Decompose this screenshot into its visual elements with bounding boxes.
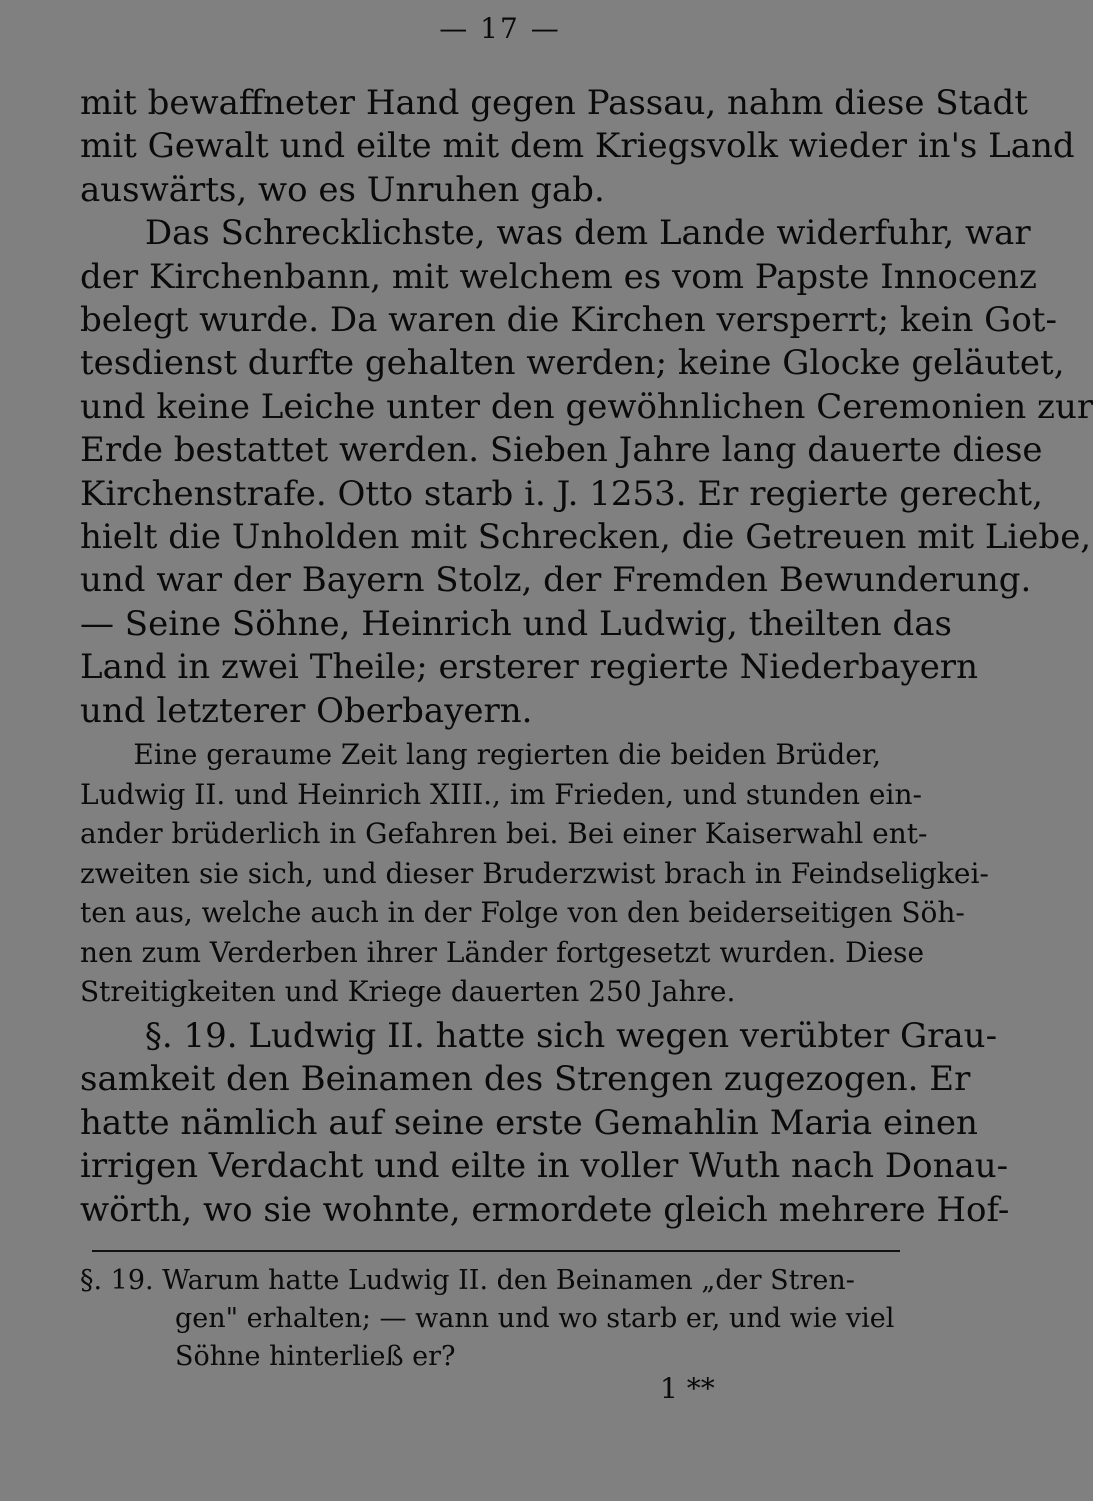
text-line: wörth, wo sie wohnte, ermordete gleich mehrere Hof-: [80, 1189, 1010, 1230]
main-text-block-2: [80, 1015, 1010, 1232]
text-line: mit bewaffneter Hand gegen Passau, nahm diese Stadt: [80, 83, 1028, 123]
text-line: ten aus, welche auch in der Folge von den beiderseitigen Söh-: [80, 896, 965, 929]
text-line: Erde bestattet werden. Sieben Jahre lang dauerte diese: [80, 430, 1043, 471]
footnote-line: §. 19. Warum hatte Ludwig II. den Beinamen „der Stren-: [80, 1265, 855, 1296]
footnote-block: [80, 1262, 900, 1376]
footnote-line: Söhne hinterließ er?: [175, 1341, 456, 1372]
printer-signature-mark: 1 **: [660, 1372, 715, 1405]
text-line: samkeit den Beinamen des Strengen zugezogen. Er: [80, 1059, 971, 1100]
text-line: belegt wurde. Da waren die Kirchen versperrt; kein Got-: [80, 300, 1057, 341]
text-line: irrigen Verdacht und eilte in voller Wuth nach Donau-: [80, 1146, 1009, 1187]
text-line: hielt die Unholden mit Schrecken, die Getreuen mit Liebe,: [80, 517, 1092, 558]
text-line: ander brüderlich in Gefahren bei. Bei einer Kaiserwahl ent-: [80, 817, 928, 850]
text-line: Ludwig II. und Heinrich XIII., im Frieden, und stunden ein-: [80, 777, 922, 811]
text-line: und keine Leiche unter den gewöhnlichen Ceremonien zur: [80, 386, 1093, 427]
text-line: §. 19. Ludwig II. hatte sich wegen verübter Grau-: [80, 1016, 998, 1056]
text-line: Land in zwei Theile; ersterer regierte Niederbayern: [80, 647, 978, 688]
text-line: hatte nämlich auf seine erste Gemahlin Maria einen: [80, 1102, 978, 1143]
text-line: und war der Bayern Stolz, der Fremden Bewunderung.: [80, 560, 1032, 601]
small-text-block: [80, 735, 989, 1012]
text-line: Eine geraume Zeit lang regierten die beiden Brüder,: [80, 738, 882, 771]
text-line: und letzterer Oberbayern.: [80, 690, 533, 731]
footnote-divider: [92, 1250, 900, 1252]
text-line: Kirchenstrafe. Otto starb i. J. 1253. Er regierte gerecht,: [80, 473, 1043, 514]
footnote-line: gen" erhalten; — wann und wo starb er, und wie viel: [175, 1303, 895, 1334]
text-line: der Kirchenbann, mit welchem es vom Papste Innocenz: [80, 256, 1037, 297]
text-line: mit Gewalt und eilte mit dem Kriegsvolk wieder in's Land: [80, 126, 1075, 167]
text-line: Das Schrecklichste, was dem Lande widerfuhr, war: [80, 213, 1031, 254]
text-line: tesdienst durfte gehalten werden; keine Glocke geläutet,: [80, 343, 1065, 384]
text-line: — Seine Söhne, Heinrich und Ludwig, theilten das: [80, 603, 952, 644]
text-line: nen zum Verderben ihrer Länder fortgesetzt wurden. Diese: [80, 935, 925, 969]
text-line: zweiten sie sich, und dieser Bruderzwist brach in Feindseligkei-: [80, 856, 989, 890]
text-line: Streitigkeiten und Kriege dauerten 250 Jahre.: [80, 975, 736, 1008]
main-text-block-1: [80, 82, 1093, 733]
text-line: auswärts, wo es Unruhen gab.: [80, 169, 605, 210]
page-number: — 17 —: [439, 12, 561, 45]
